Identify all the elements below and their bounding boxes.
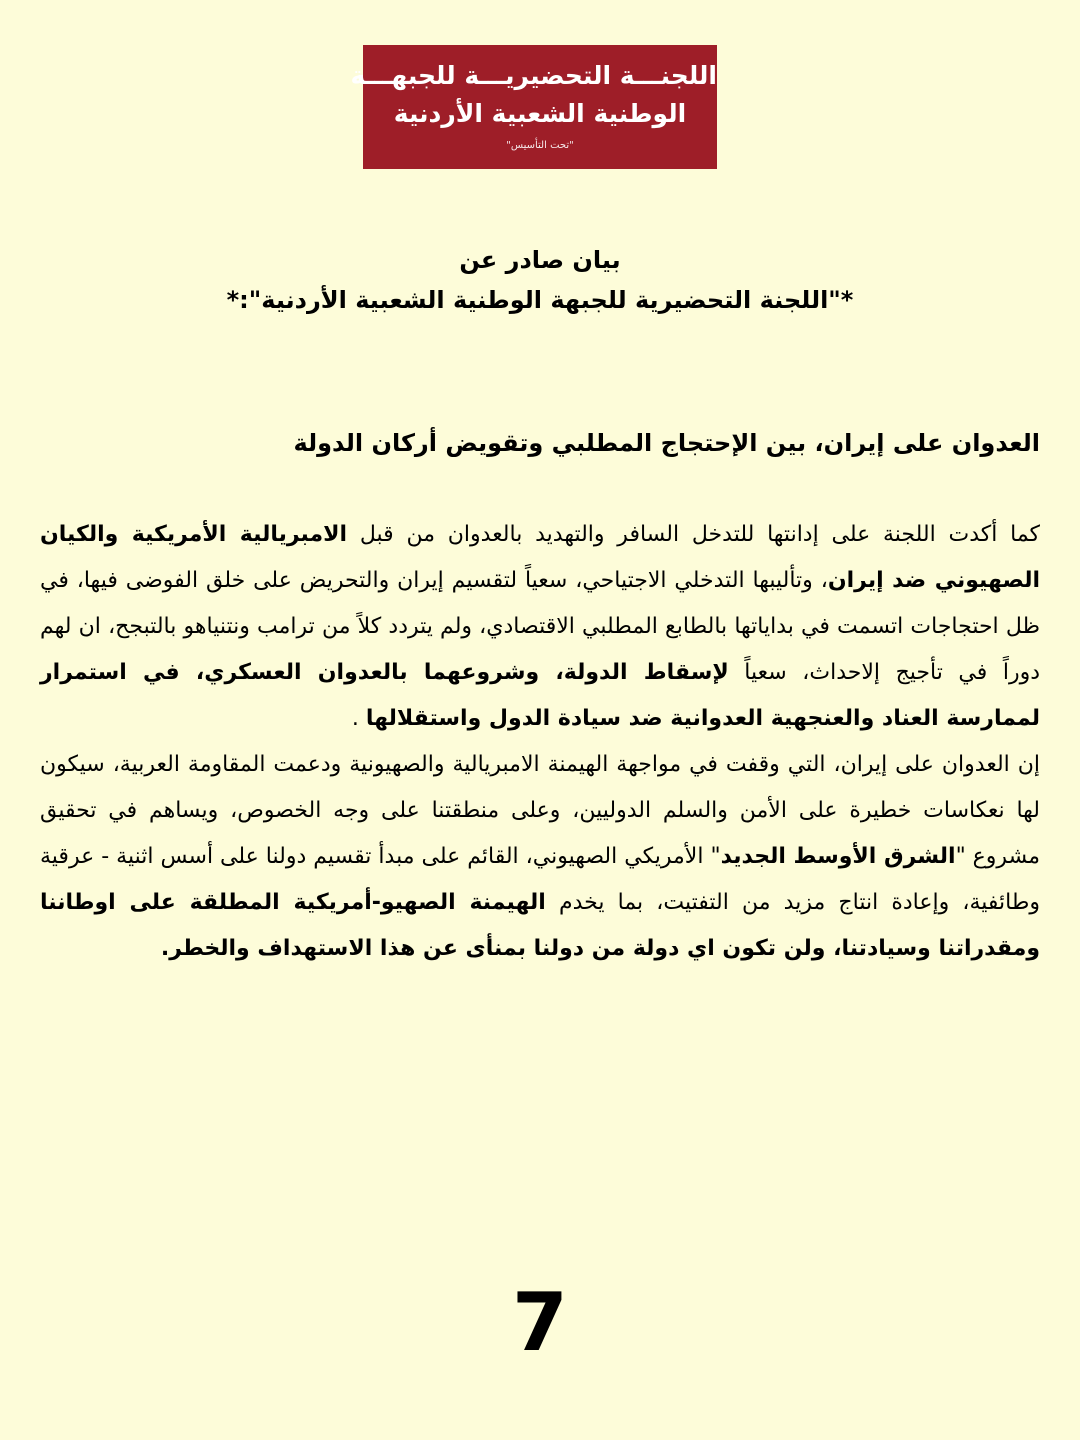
paragraph-1 — [40, 512, 1040, 742]
statement-heading — [60, 240, 1020, 320]
p1-text-3: . — [351, 706, 366, 731]
heading-line-2: *"اللجنة التحضيرية للجبهة الوطنية الشعبية الأردنية":* — [226, 286, 854, 314]
p2-text-2: " الأمريكي الصهيوني، القائم على مبدأ تقسيم دولنا على أسس اثنية - عرقية وطائفية، وإعادة انتاج مزيد من التفتيت، بما يخدم — [40, 844, 1040, 915]
heading-line-1: بيان صادر عن — [459, 246, 621, 274]
article-title: العدوان على إيران، بين الإحتجاج المطلبي وتقويض أركان الدولة — [293, 429, 1040, 457]
committee-logo — [350, 45, 717, 169]
p1-bold-1: الامبريالية الأمريكية والكيان الصهيوني ضد إيران — [40, 522, 1041, 593]
logo-subtitle: "تحت التأسيس" — [506, 140, 574, 151]
p2-text-1: إن العدوان على إيران، التي وقفت في مواجهة الهيمنة الامبريالية والصهيونية ودعمت المقاومة العربية، سيكون لها نعكاسات خطيرة على الأمن والسلم الدوليين، وعلى منطقتنا على وجه الخصوص، ويساهم في تحقيق مشروع " — [40, 752, 1040, 869]
logo-line-2: الوطنية الشعبية الأردنية — [393, 99, 687, 128]
p2-bold-1: الشرق الأوسط الجديد — [720, 844, 956, 869]
p1-text-1: كما أكدت اللجنة على إدانتها للتدخل السافر والتهديد بالعدوان من قبل — [347, 522, 1041, 547]
paragraph-2 — [40, 742, 1040, 972]
statement-body — [40, 420, 1040, 972]
p1-text-2: ، وتأليبها التدخلي الاجتياحي، سعياً لتقسيم إيران والتحريض على خلق الفوضى فيها، في ظل احتجاجات اتسمت في بداياتها بالطابع المطلبي الاقتصادي، ولم يتردد كلاً من ترامب ونتنياهو بالتبجح، ان لهم دوراً في تأجيج إلاحداث، سعياً — [40, 568, 1040, 685]
page-number: 7 — [512, 1276, 568, 1369]
logo-line-1: اللجنـــة التحضيريـــة للجبهـــة — [350, 61, 717, 90]
p1-bold-2: لإسقاط الدولة، وشروعهما بالعدوان العسكري، في استمرار لممارسة العناد والعنجهية العدوانية ضد سيادة الدول واستقلالها — [40, 660, 1040, 731]
p2-bold-2: الهيمنة الصهيو-أمريكية المطلقة على اوطاننا ومقدراتنا وسيادتنا، ولن تكون اي دولة من دولنا بمنأى عن هذا الاستهداف والخطر. — [40, 890, 1040, 961]
